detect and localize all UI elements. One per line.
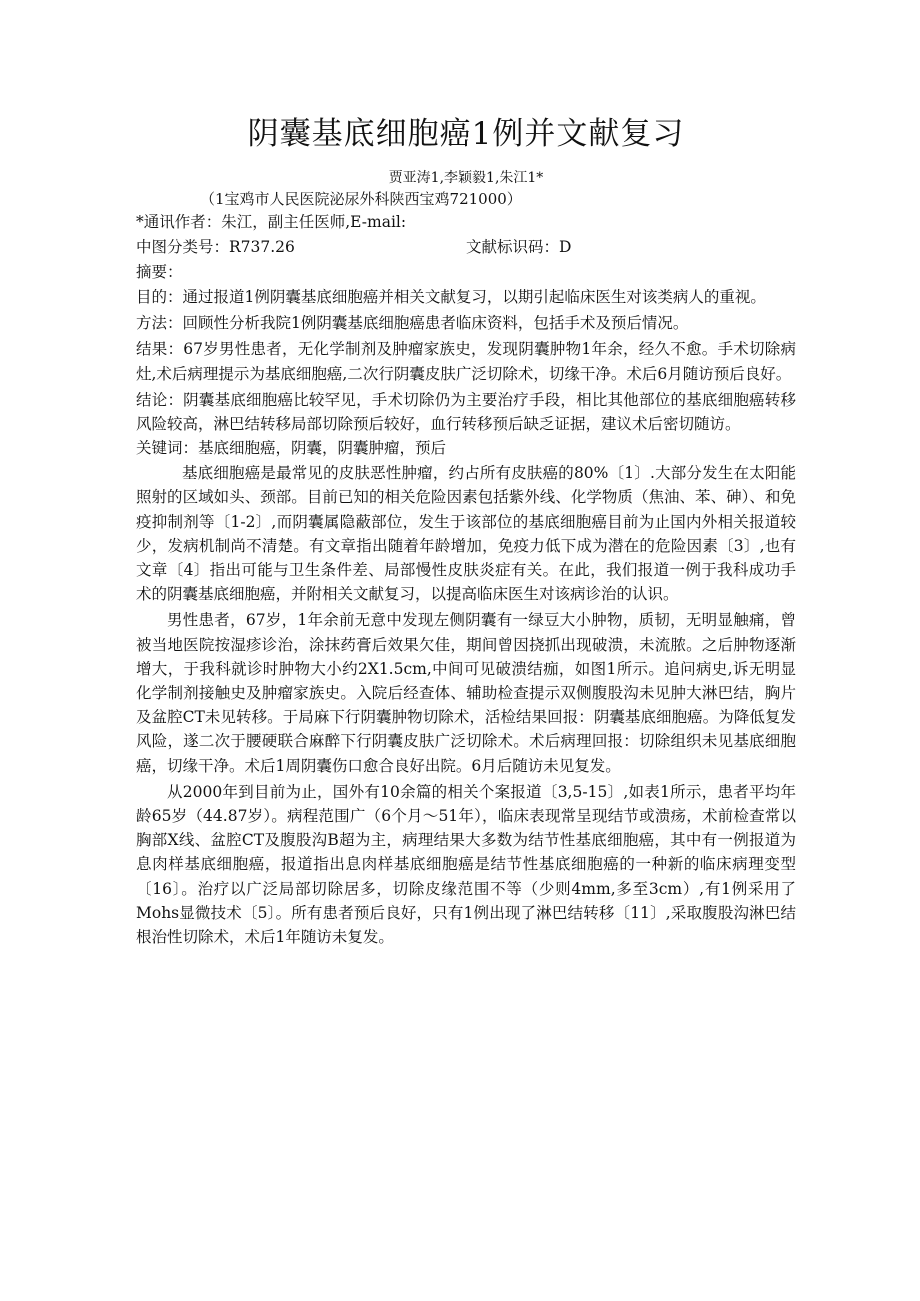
paper-page [136, 112, 796, 949]
abstract-conclusion: 结论：阴囊基底细胞癌比较罕见，手术切除仍为主要治疗手段，相比其他部位的基底细胞癌转移风险较高，淋巴结转移局部切除预后较好，血行转移预后缺乏证据，建议术后密切随访。 [136, 390, 796, 434]
body-paragraph-3: 从2000年到目前为止，国外有10余篇的相关个案报道〔3,5-15〕,如表1所示，患者平均年龄65岁（44.87岁）。病程范围广（6个月〜51年），临床表现常呈现结节或溃疡，术前检查常以胸部X线、盆腔CT及腹股沟B超为主，病理结果大多数为结节性基底细胞癌，其中有一例报道为息肉样基底细胞癌，报道指出息肉样基底细胞癌是结节性基底细胞癌的一种新的临床病理变型〔16〕。治疗以广泛局部切除居多，切除皮缘范围不等（少则4mm,多至3cm）,有1例采用了Mohs显微技术〔5〕。所有患者预后良好，只有1例出现了淋巴结转移〔11〕,采取腹股沟淋巴结根治性切除术，术后1年随访未复发。 [136, 782, 796, 947]
abstract-method: 方法：回顾性分析我院1例阴囊基底细胞癌患者临床资料，包括手术及预后情况。 [136, 314, 689, 333]
body-paragraph-2: 男性患者，67岁，1年余前无意中发现左侧阴囊有一绿豆大小肿物，质韧，无明显触痛，曾被当地医院按湿疹诊治，涂抹药膏后效果欠佳，期间曾因挠抓出现破溃，未流脓。之后肿物逐渐增大，于我科就诊时肿物大小约2X1.5cm,中间可见破溃结痂，如图1所示。追问病史,诉无明显化学制剂接触史及肿瘤家族史。入院后经查体、辅助检查提示双侧腹股沟未见肿大淋巴结，胸片及盆腔CT未见转移。于局麻下行阴囊肿物切除术，活检结果回报：阴囊基底细胞癌。为降低复发风险，遂二次于腰硬联合麻醉下行阴囊皮肤广泛切除术。术后病理回报：切除组织未见基底细胞癌，切缘干净。术后1周阴囊伤口愈合良好出院。6月后随访未见复发。 [136, 611, 796, 775]
document-code: 文献标识码：D [466, 238, 572, 256]
keywords: 关键词：基底细胞癌，阴囊，阴囊肿瘤，预后 [136, 439, 447, 458]
affiliation: （1宝鸡市人民医院泌尿外科陕西宝鸡721000） [200, 190, 522, 208]
abstract-heading: 摘要： [136, 263, 183, 281]
author-list: 贾亚涛1,李颖毅1,朱江1* [388, 170, 544, 186]
classification-number: 中图分类号：R737.26 [136, 238, 295, 256]
paper-title: 阴囊基底细胞癌1例并文献复习 [247, 116, 685, 152]
classification-row [136, 235, 796, 260]
abstract-purpose: 目的：通过报道1例阴囊基底细胞癌并相关文献复习，以期引起临床医生对该类病人的重视。 [136, 288, 766, 306]
abstract-result: 结果：67岁男性患者，无化学制剂及肿瘤家族史，发现阴囊肿物1年余，经久不愈。手术切除病灶,术后病理提示为基底细胞癌,二次行阴囊皮肤广泛切除术，切缘干净。术后6月随访预后良好。 [136, 340, 796, 383]
correspondence: *通讯作者：朱江，副主任医师,E-mail: [136, 213, 407, 231]
body-paragraph-1: 基底细胞癌是最常见的皮肤恶性肿瘤，约占所有皮肤癌的80%〔1〕.大部分发生在太阳能照射的区域如头、颈部。目前已知的相关危险因素包括紫外线、化学物质（焦油、苯、砷）、和免疫抑制剂等〔1-2〕,而阴囊属隐蔽部位，发生于该部位的基底细胞癌目前为止国内外相关报道较少，发病机制尚不清楚。有文章指出随着年龄增加，免疫力低下成为潜在的危险因素〔3〕,也有文章〔4〕指出可能与卫生条件差、局部慢性皮肤炎症有关。在此，我们报道一例于我科成功手术的阴囊基底细胞癌，并附相关文献复习，以提高临床医生对该病诊治的认识。 [136, 464, 796, 604]
